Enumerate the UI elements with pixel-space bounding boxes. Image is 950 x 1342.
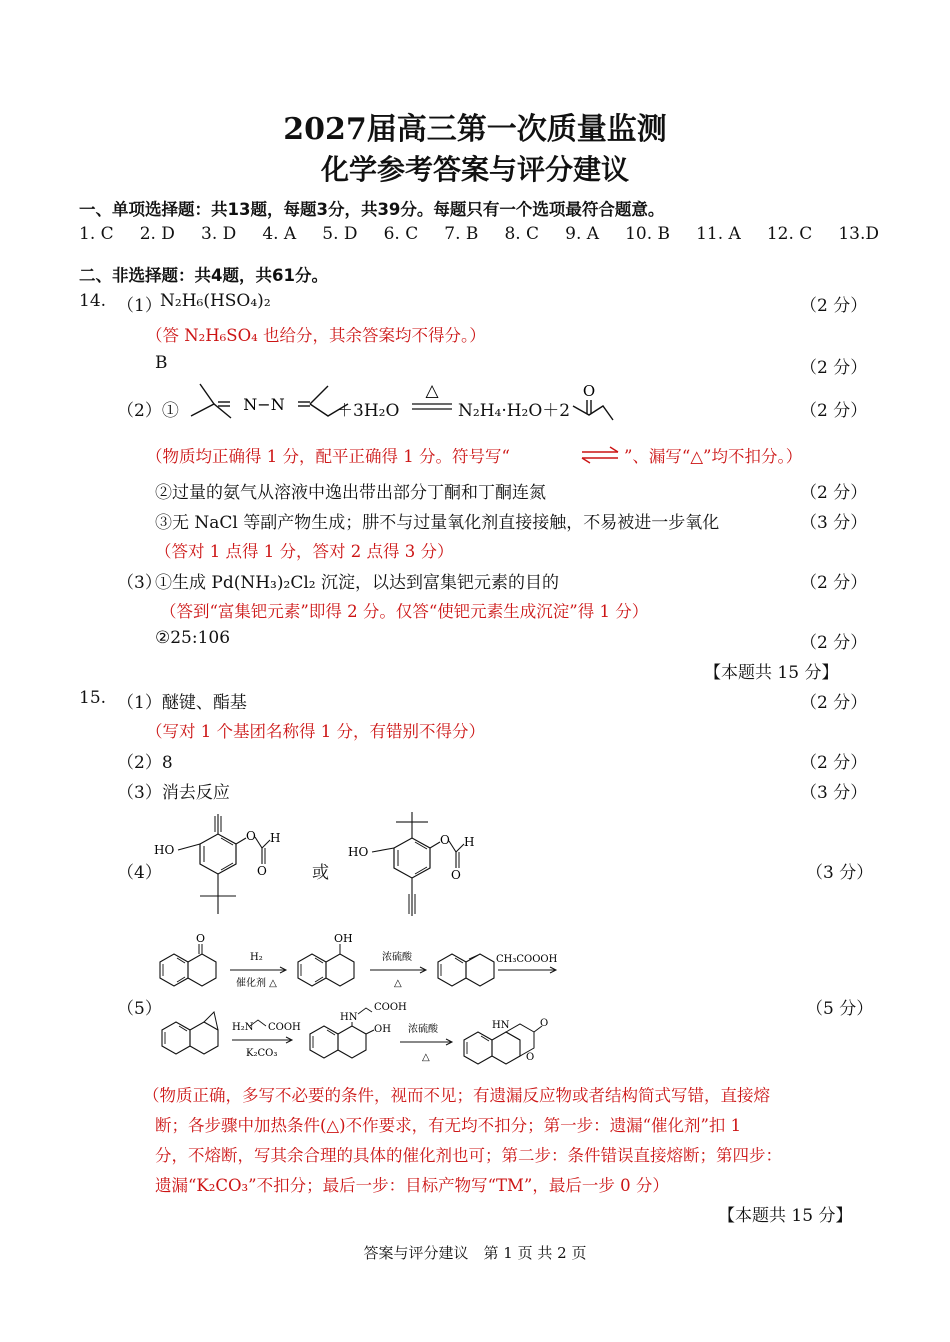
q15-part1-note: （写对 1 个基团名称得 1 分，有错别不得分）: [146, 722, 485, 741]
q15-part2-points: （2 分）: [800, 753, 868, 773]
q14-part2-note-b: ”、漏写“△”均不扣分。）: [624, 447, 803, 466]
base-reagent-label: K₂CO₃: [246, 1048, 278, 1059]
glycine-amine-label: H₂N: [232, 1022, 254, 1033]
heat-label: △: [394, 978, 402, 989]
hydroxyl-label: HO: [348, 845, 369, 859]
q14-part2-sub3-note: （答对 1 点得 1 分，答对 2 点得 3 分）: [155, 542, 454, 561]
q14-part1b-answer: B: [155, 353, 168, 373]
product-hn-label: HN: [492, 1020, 510, 1031]
q15-number: 15.: [79, 688, 107, 708]
q14-part2-points: （2 分）: [800, 401, 868, 421]
q15-part5-note-line2: 断；各步骤中加热条件(△)不作要求，有无均不扣分；第一步：遗漏“催化剂”扣 1: [155, 1116, 742, 1135]
ester-oxygen-label: O: [440, 833, 450, 847]
mc-answer: 13.D: [838, 224, 879, 244]
butanone-structure: [567, 380, 617, 428]
q14-part2-eq-mid: ＋3H₂O: [336, 401, 400, 421]
mc-answer-list: [79, 224, 879, 244]
q14-part3-sub1-points: （2 分）: [800, 573, 868, 593]
q14-part3-sub1-note: （答到“富集钯元素”即得 2 分。仅答“使钯元素生成沉淀”得 1 分）: [160, 602, 649, 621]
q14-total: 【本题共 15 分】: [704, 663, 839, 683]
q15-part5-note-line4: 遗漏“K₂CO₃”不扣分；最后一步：目标产物写“TM”，最后一步 0 分）: [155, 1176, 669, 1195]
tetralol-oh-label: OH: [334, 932, 353, 945]
heat-label-2: △: [422, 1052, 430, 1063]
synthesis-route-row-2: [152, 1000, 572, 1072]
azine-nn-label: N−N: [243, 395, 285, 414]
equilibrium-arrow: [408, 380, 456, 420]
q15-part5-label: （5）: [117, 999, 162, 1019]
q15-part1: （1）醚键、酯基: [117, 693, 247, 713]
mc-answer: 12. C: [766, 224, 813, 244]
section-1-heading: 一、单项选择题：共13题，每题3分，共39分。每题只有一个选项最符合题意。: [79, 200, 665, 219]
mc-answer: 4. A: [262, 224, 297, 244]
q14-number: 14.: [79, 291, 107, 311]
acid-reagent-label-2: 浓硫酸: [408, 1024, 438, 1035]
carbonyl-oxygen-label: O: [451, 868, 461, 882]
q15-part5-note-line3: 分，不熔断，写其余合理的具体的催化剂也可；第二步：条件错误直接熔断；第四步：: [155, 1146, 782, 1165]
mc-answer: 6. C: [383, 224, 419, 244]
q14-part2-sub3: ③无 NaCl 等副产物生成；肼不与过量氧化剂直接接触，不易被进一步氧化: [155, 513, 720, 533]
q15-part1-points: （2 分）: [800, 693, 868, 713]
q14-part1-label: （1）: [117, 296, 162, 316]
q15-part3-points: （3 分）: [800, 783, 868, 803]
page-title: 2027届高三第一次质量监测: [283, 112, 667, 147]
q14-part2-sub3-points: （3 分）: [800, 513, 868, 533]
mc-answer: 10. B: [625, 224, 671, 244]
q14-part2-note-a: （物质均正确得 1 分，配平正确得 1 分。符号写“: [146, 447, 510, 466]
heat-delta-label: △: [425, 381, 439, 401]
acid-group-label: COOH: [374, 1002, 407, 1013]
q14-part3-sub1: ①生成 Pd(NH₃)₂Cl₂ 沉淀，以达到富集钯元素的目的: [155, 573, 559, 593]
carbonyl-oxygen-label: O: [257, 864, 267, 878]
q15-part2: （2）8: [117, 753, 173, 773]
synthesis-route-row-1: [152, 930, 562, 1002]
q14-part1-note: （答 N₂H₆SO₄ 也给分，其余答案均不得分。）: [146, 326, 486, 345]
q15-part5-points: （5 分）: [806, 999, 874, 1019]
structure-b: [344, 812, 474, 920]
catalyst-label: 催化剂 △: [236, 978, 277, 989]
q14-part1-answer: N₂H₆(HSO₄)₂: [160, 291, 271, 311]
q14-part2-sub2: ②过量的氨气从溶液中逸出带出部分丁酮和丁酮连氮: [155, 483, 546, 503]
formyl-h-label: H: [270, 831, 280, 845]
q15-part4-points: （3 分）: [806, 863, 874, 883]
hydroxyl-label: HO: [154, 843, 175, 857]
mc-answer: 5. D: [322, 224, 358, 244]
page-footer: 答案与评分建议 第 1 页 共 2 页: [363, 1244, 587, 1262]
peracid-reagent-label: CH₃COOOH: [496, 954, 558, 965]
q14-part1-points: （2 分）: [800, 296, 868, 316]
q15-part3: （3）消去反应: [117, 783, 230, 803]
product-carbonyl-o-label: O: [540, 1018, 549, 1029]
q14-part3-sub2: ②25:106: [155, 628, 231, 648]
q14-part2-label: （2）①: [117, 401, 179, 421]
amine-hn-label: HN: [340, 1012, 358, 1023]
section-2-heading: 二、非选择题：共4题，共61分。: [79, 266, 328, 285]
mc-answer: 8. C: [504, 224, 540, 244]
q14-part1b-points: （2 分）: [800, 358, 868, 378]
q15-total: 【本题共 15 分】: [718, 1206, 853, 1226]
acid-reagent-label: 浓硫酸: [382, 952, 412, 963]
q14-part2-sub2-points: （2 分）: [800, 483, 868, 503]
mc-answer: 1. C: [79, 224, 114, 244]
mc-answer: 7. B: [444, 224, 479, 244]
q15-part4-label: （4）: [117, 863, 162, 883]
mc-answer: 9. A: [565, 224, 600, 244]
q14-part3-label: （3）: [117, 573, 162, 593]
page-subtitle: 化学参考答案与评分建议: [320, 153, 629, 186]
h2-reagent-label: H₂: [250, 952, 263, 963]
formyl-h-label: H: [464, 835, 474, 849]
q15-part4-or: 或: [312, 863, 329, 883]
q14-part2-eq-right: N₂H₄·H₂O＋2: [458, 401, 571, 421]
mc-answer: 3. D: [201, 224, 237, 244]
alcohol-oh-label: OH: [374, 1024, 391, 1035]
reversible-arrow-icon: [578, 445, 622, 465]
ester-oxygen-label: O: [246, 829, 256, 843]
q14-part3-sub2-points: （2 分）: [800, 633, 868, 653]
structure-a: [150, 812, 280, 920]
q15-part5-note-line1: （物质正确，多写不必要的条件，视而不见；有遗漏反应物或者结构简式写错，直接熔: [143, 1086, 770, 1105]
ketone-oxygen-label: O: [582, 382, 596, 400]
mc-answer: 2. D: [139, 224, 175, 244]
mc-answer: 11. A: [696, 224, 741, 244]
glycine-acid-label: COOH: [268, 1022, 301, 1033]
product-ring-o-label: O: [526, 1052, 535, 1063]
tetralone-oxygen-label: O: [196, 932, 206, 945]
